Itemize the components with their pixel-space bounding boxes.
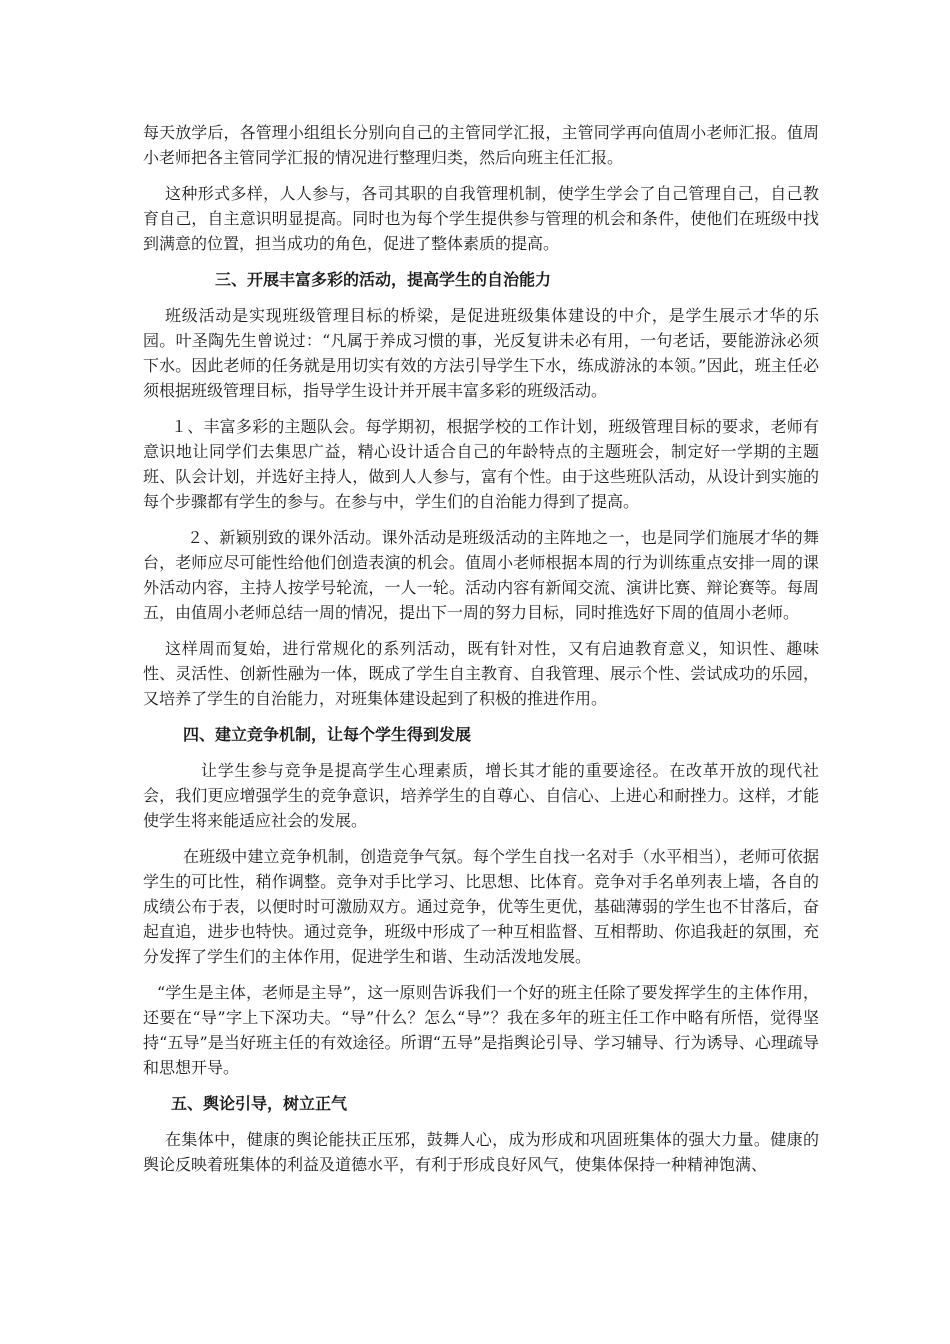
paragraph: 班级活动是实现班级管理目标的桥梁，是促进班级集体建设的中介，是学生展示才华的乐园。叶圣陶先生曾说过：“凡属于养成习惯的事，光反复讲未必有用，一句老话，要能游泳必须下水。因此老师的任务就是用切实有效的方法引导学生下水，练成游泳的本领。”因此，班主任必须根据班级管理目标，指导学生设计并开展丰富多彩的班级活动。 [143, 306, 819, 400]
paragraph: “学生是主体，老师是主导”，这一原则告诉我们一个好的班主任除了要发挥学生的主体作用，还要在“导”字上下深功夫。“导”什么？怎么“导”？我在多年的班主任工作中略有所悟，觉得坚持“五导”是当好班主任的有效途径。所谓“五导”是指舆论引导、学习辅导、行为诱导、心理疏导和思想开导。 [143, 983, 819, 1077]
paragraph: ２、新颖别致的课外活动。课外活动是班级活动的主阵地之一，也是同学们施展才华的舞台，老师应尽可能性给他们创造表演的机会。值周小老师根据本周的行为训练重点安排一周的课外活动内容，主持人按学号轮流，一人一轮。活动内容有新闻交流、演讲比赛、辩论赛等。每周五，由值周小老师总结一周的情况，提出下一周的努力目标，同时推选好下周的值周小老师。 [143, 528, 819, 622]
section-heading: 三、开展丰富多彩的活动，提高学生的自治能力 [215, 270, 552, 289]
paragraph: 让学生参与竞争是提高学生心理素质，增长其才能的重要途径。在改革开放的现代社会，我们更应增强学生的竞争意识，培养学生的自尊心、自信心、上进心和耐挫力。这样，才能使学生将来能适应社会的发展。 [143, 761, 819, 830]
section-heading: 四、建立竞争机制，让每个学生得到发展 [183, 725, 472, 744]
paragraph: １、丰富多彩的主题队会。每学期初，根据学校的工作计划，班级管理目标的要求，老师有意识地让同学们去集思广益，精心设计适合自己的年龄特点的主题班会，制定好一学期的主题班、队会计划，并选好主持人，做到人人参与，富有个性。由于这些班队活动，从设计到实施的每个步骤都有学生的参与。在参与中，学生们的自治能力得到了提高。 [143, 417, 819, 511]
document-page [143, 120, 819, 1188]
paragraph: 在集体中，健康的舆论能扶正压邪，鼓舞人心，成为形成和巩固班集体的强大力量。健康的舆论反映着班集体的利益及道德水平，有利于形成良好风气，使集体保持一种精神饱满、 [143, 1130, 819, 1174]
paragraph: 在班级中建立竞争机制，创造竞争气氛。每个学生自找一名对手（水平相当），老师可依据学生的可比性，稍作调整。竞争对手比学习、比思想、比体育。竞争对手名单列表上墙，各自的成绩公布于表，以便时时可激励双方。通过竞争，优等生更优，基础薄弱的学生也不甘落后，奋起直追，进步也特快。通过竞争，班级中形成了一种互相监督、互相帮助、你追我赶的氛围，充分发挥了学生们的主体作用，促进学生和谐、生动活泼地发展。 [143, 847, 819, 966]
paragraph: 这样周而复始，进行常规化的系列活动，既有针对性，又有启迪教育意义，知识性、趣味性、灵活性、创新性融为一体，既成了学生自主教育、自我管理、展示个性、尝试成功的乐园，又培养了学生的自治能力，对班集体建设起到了积极的推进作用。 [143, 639, 819, 708]
paragraph: 每天放学后，各管理小组组长分别向自己的主管同学汇报，主管同学再向值周小老师汇报。值周小老师把各主管同学汇报的情况进行整理归类，然后向班主任汇报。 [143, 123, 819, 167]
section-heading: 五、舆论引导，树立正气 [171, 1094, 348, 1113]
paragraph: 这种形式多样，人人参与，各司其职的自我管理机制，使学生学会了自己管理自己，自己教育自己，自主意识明显提高。同时也为每个学生提供参与管理的机会和条件，使他们在班级中找到满意的位置，担当成功的角色，促进了整体素质的提高。 [143, 184, 819, 253]
